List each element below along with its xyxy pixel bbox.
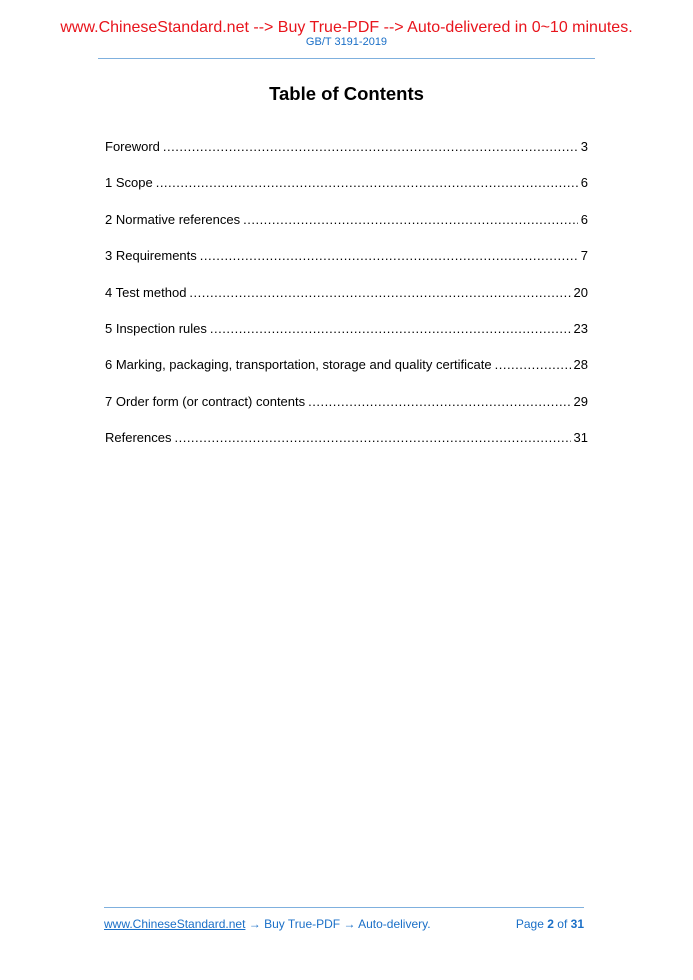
toc-dot-leader — [189, 285, 570, 301]
toc-entry-normative-references[interactable] — [105, 212, 588, 248]
toc-entry-page: 28 — [573, 357, 588, 373]
footer-site-link[interactable]: www.ChineseStandard.net — [104, 917, 246, 931]
toc-entry-label: 4 Test method — [105, 284, 187, 300]
toc-entry-label: 7 Order form (or contract) contents — [105, 393, 306, 409]
toc-entry-label: 2 Normative references — [105, 211, 241, 227]
toc-entry-label: 6 Marking, packaging, transportation, storage and quality certificate — [105, 357, 492, 373]
toc-entry-page: 29 — [573, 393, 588, 409]
toc-entry-page: 23 — [573, 320, 588, 336]
footer-divider — [104, 907, 584, 908]
page-number — [516, 916, 584, 932]
toc-dot-leader — [156, 175, 578, 191]
toc-entry-page: 6 — [580, 211, 588, 227]
toc-entry-page: 6 — [580, 175, 588, 191]
toc-entry-label: Foreword — [105, 139, 160, 154]
total-pages-number: 31 — [570, 917, 584, 931]
toc-entry-marking-packaging[interactable] — [105, 357, 588, 393]
page-word: Page — [515, 917, 544, 931]
toc-entry-page: 3 — [580, 139, 588, 154]
toc-entry-page: 31 — [573, 430, 588, 446]
toc-entry-label: 1 Scope — [105, 175, 153, 191]
toc-dot-leader — [163, 139, 578, 155]
toc-dot-leader — [308, 394, 570, 410]
page-footer — [104, 916, 584, 932]
toc-title: Table of Contents — [269, 83, 424, 104]
toc-entry-page: 20 — [573, 284, 588, 300]
of-word: of — [557, 917, 568, 931]
header-banner[interactable]: www.ChineseStandard.net --> Buy True-PDF --> Auto-delivered in 0~10 minutes. — [60, 19, 633, 36]
toc-dot-leader — [243, 212, 578, 228]
toc-entry-inspection-rules[interactable] — [105, 321, 588, 357]
toc-entry-page: 7 — [580, 248, 588, 264]
toc-entry-label: 3 Requirements — [105, 248, 197, 264]
toc-dot-leader — [210, 321, 571, 337]
toc-dot-leader — [200, 248, 578, 264]
toc-entry-scope[interactable] — [105, 175, 588, 211]
toc-entry-requirements[interactable] — [105, 248, 588, 284]
current-page-number: 2 — [547, 917, 554, 931]
standard-code: GB/T 3191-2019 — [305, 36, 388, 48]
toc-entry-label: References — [105, 430, 172, 446]
header-divider — [98, 58, 595, 59]
toc-dot-leader — [174, 430, 570, 446]
footer-slogan: → Buy True-PDF → Auto-delivery. — [245, 917, 431, 931]
toc-entry-test-method[interactable] — [105, 285, 588, 321]
toc-entry-foreword[interactable] — [105, 139, 588, 175]
table-of-contents — [105, 139, 588, 467]
toc-entry-order-form[interactable] — [105, 394, 588, 430]
footer-promo — [104, 916, 431, 932]
toc-dot-leader — [495, 357, 571, 373]
toc-entry-references[interactable] — [105, 430, 588, 466]
toc-entry-label: 5 Inspection rules — [105, 320, 207, 336]
